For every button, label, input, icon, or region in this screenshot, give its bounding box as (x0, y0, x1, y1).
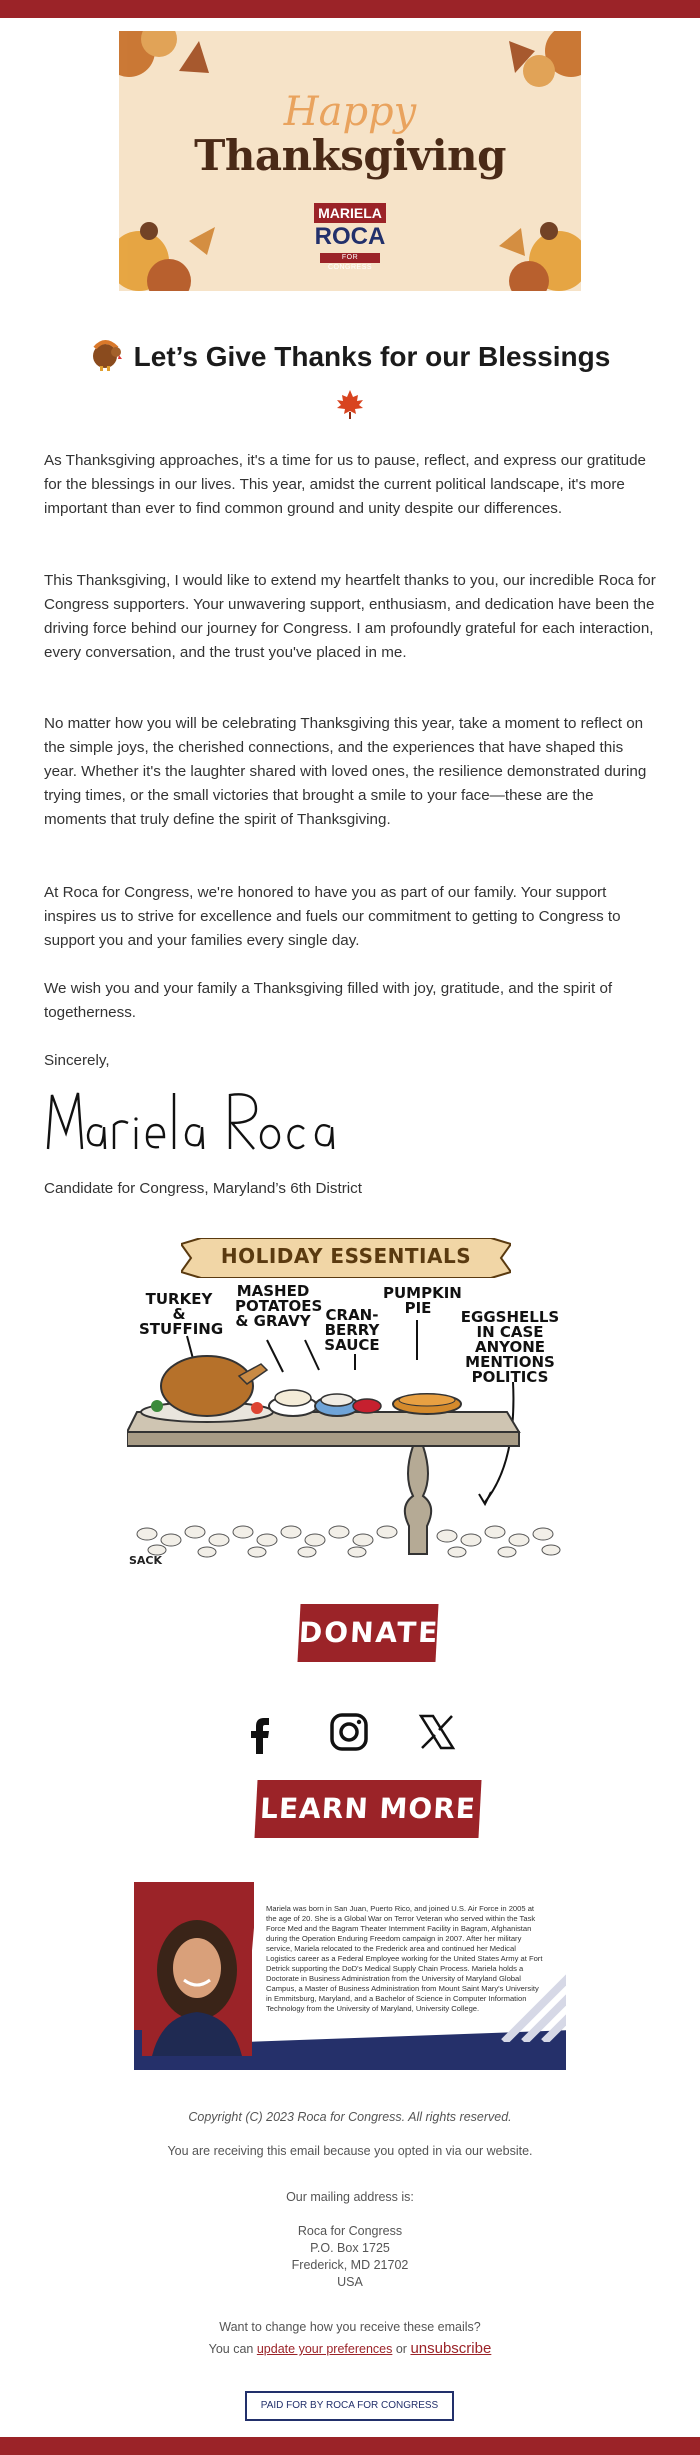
address-line-2: P.O. Box 1725 (310, 2241, 390, 2255)
or-text: or (392, 2342, 411, 2356)
logo-first-name: MARIELA (314, 203, 386, 223)
candidate-photo (142, 1906, 252, 2056)
label-potatoes: MASHED POTATOES & GRAVY (235, 1282, 323, 1330)
opt-in-reason: You are receiving this email because you opted in via our website. (167, 2144, 533, 2158)
turkey-icon (90, 338, 124, 372)
candidate-title: Candidate for Congress, Maryland’s 6th District (44, 1180, 362, 1197)
you-can-text: You can (208, 2342, 257, 2356)
paragraph-2: This Thanksgiving, I would like to extend my heartfelt thanks to you, our incredible Roca for Congress supporters. Your unwavering support, enthusiasm, and dedication have been the driving force behind our journey for Congress. I am profoundly grateful for each interaction, every conversation, and the trust you've placed in me. (44, 572, 656, 661)
campaign-logo (314, 203, 386, 271)
holiday-essentials-cartoon (127, 1236, 567, 1576)
candidate-bio-card (134, 1882, 566, 2070)
logo-tagline: FOR CONGRESS (320, 253, 380, 263)
top-accent-bar (0, 0, 700, 18)
facebook-icon[interactable] (238, 1710, 282, 1754)
label-turkey: TURKEY & STUFFING (139, 1290, 224, 1338)
paragraph-3: No matter how you will be celebrating Thanksgiving this year, take a moment to reflect on the simple joys, the cherished connections, and the experiences that have shaped this year. Whether it's the laughter shared with loved ones, the resilience demonstrated during trying times, or the small victories that brought a smile to your face—these are the moments that truly define the spirit of Thanksgiving. (44, 715, 647, 828)
address-line-1: Roca for Congress (297, 2224, 403, 2238)
paragraph-1: As Thanksgiving approaches, it's a time for us to pause, reflect, and express our gratitude for the blessings in our lives. This year, amidst the current political landscape, it's more important than ever to find common ground and unity despite our differences. (44, 452, 647, 517)
cartoon-credit: SACK (129, 1554, 163, 1567)
thanksgiving-hero-banner (119, 31, 581, 291)
logo-last-name: ROCA (314, 223, 386, 250)
label-cranberry: CRAN-BERRY SAUCE (324, 1306, 380, 1354)
hero-thanksgiving-text: Thanksgiving (194, 131, 506, 180)
hero-happy-text: Happy (283, 89, 417, 135)
copyright-text: Copyright (C) 2023 Roca for Congress. All rights reserved. (188, 2110, 512, 2124)
unsubscribe-link[interactable]: unsubscribe (410, 2340, 492, 2357)
headline-text: Let’s Give Thanks for our Blessings (133, 341, 611, 372)
label-pie: PUMPKIN PIE (383, 1284, 462, 1317)
learn-more-button[interactable]: LEARN MORE (254, 1780, 481, 1838)
paragraph-4: At Roca for Congress, we're honored to have you as part of our family. Your support inspires us to strive for excellence and fuels our commitment to getting to Congress to support you and your families every single day. (44, 884, 621, 949)
address-line-4: USA (337, 2275, 363, 2289)
preferences-line (0, 2340, 700, 2357)
handwritten-signature (44, 1083, 344, 1153)
donate-button[interactable]: DONATE (297, 1604, 438, 1662)
cartoon-drawing (127, 1236, 567, 1576)
update-preferences-link[interactable]: update your preferences (256, 2342, 393, 2356)
cartoon-banner-text: HOLIDAY ESSENTIALS (220, 1244, 472, 1268)
address-line-3: Frederick, MD 21702 (291, 2258, 409, 2272)
bio-text: Mariela was born in San Juan, Puerto Rico, and joined U.S. Air Force in 2005 at the age of 20. She is a Global War on Terror Veteran who served within the Task Force Med and the Bagram Theater Internment Facility in Bagram, Afghanistan during the Operation Enduring Freedom campaign in 2007. After her military service, Mariela relocated to the Frederick area and continued her Medical Logistics career as a Federal Employee working for the United States Army at Fort Detrick supporting the DoD's Medical Supply Chain Process. Mariela holds a Doctorate in Business Administration from the University of Maryland Global Campus, a Master of Business Administration from Mount Saint Mary's University in Emmitsburg, Maryland, and a Bachelor of Science in Computer Information Technology from the University of Maryland, University College. (266, 1904, 543, 2013)
bottom-accent-bar (0, 2437, 700, 2455)
mailing-address-label: Our mailing address is: (286, 2190, 414, 2204)
label-eggshells: EGGSHELLS IN CASE ANYONE MENTIONS POLITICS (460, 1308, 560, 1386)
change-prompt: Want to change how you receive these emails? (219, 2320, 481, 2334)
sign-off: Sincerely, (44, 1052, 110, 1069)
maple-leaf-icon (334, 388, 366, 420)
page-headline (0, 338, 700, 373)
instagram-icon[interactable] (327, 1710, 371, 1754)
x-icon[interactable] (415, 1710, 459, 1754)
paid-for-disclaimer: PAID FOR BY ROCA FOR CONGRESS (245, 2391, 454, 2421)
paragraph-5: We wish you and your family a Thanksgiving filled with joy, gratitude, and the spirit of togetherness. (44, 980, 613, 1021)
